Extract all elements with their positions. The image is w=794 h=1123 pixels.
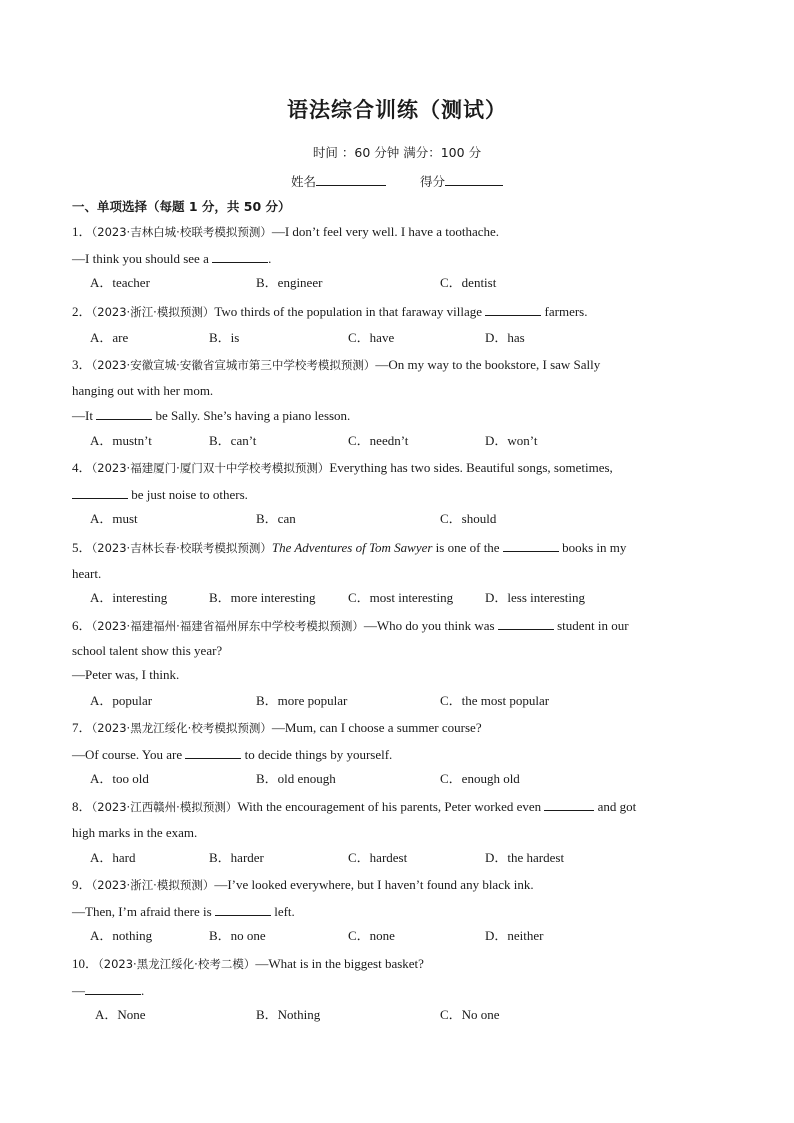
answer-blank[interactable] xyxy=(485,303,541,316)
question-1: 1．（2023·吉林白城·校联考模拟预测）—I don’t feel very well. I have a toothache. xyxy=(72,224,500,239)
q6-option-c[interactable]: C．the most popular xyxy=(440,693,550,708)
question-2: 2．（2023·浙江·模拟预测）Two thirds of the population in that faraway village farmers. xyxy=(72,304,588,319)
q8-option-c[interactable]: C．hardest xyxy=(348,850,408,865)
q8-option-b[interactable]: B．harder xyxy=(209,850,264,865)
q4-option-b[interactable]: B．can xyxy=(256,511,296,526)
q1-option-a[interactable]: A．teacher xyxy=(90,275,150,290)
q10-option-a[interactable]: A．None xyxy=(95,1007,146,1022)
q5-option-d[interactable]: D．less interesting xyxy=(485,590,586,605)
q2-option-d[interactable]: D．has xyxy=(485,330,525,345)
question-10: 10．（2023·黑龙江绥化·校考二模）—What is in the biggest basket? xyxy=(72,956,424,971)
q9-option-a[interactable]: A．nothing xyxy=(90,928,153,943)
answer-blank[interactable] xyxy=(185,746,241,759)
question-3-line3: —It be Sally. She’s having a piano lesson. xyxy=(72,408,351,423)
answer-blank[interactable] xyxy=(503,539,559,552)
q2-option-c[interactable]: C．have xyxy=(348,330,395,345)
name-score-fields xyxy=(0,172,794,190)
question-7: 7．（2023·黑龙江绥化·校考模拟预测）—Mum, can I choose a summer course? xyxy=(72,720,482,735)
answer-blank[interactable] xyxy=(72,486,128,499)
q7-option-a[interactable]: A．too old xyxy=(90,771,149,786)
question-3: 3．（2023·安徽宣城·安徽省宣城市第三中学校考模拟预测）—On my way to the bookstore, I saw Sally xyxy=(72,357,601,372)
q1-option-b[interactable]: B．engineer xyxy=(256,275,323,290)
q3-option-d[interactable]: D．won’t xyxy=(485,433,538,448)
question-9: 9．（2023·浙江·模拟预测）—I’ve looked everywhere, but I haven’t found any black ink. xyxy=(72,877,534,892)
name-label: 姓名 xyxy=(291,174,317,189)
q10-option-b[interactable]: B．Nothing xyxy=(256,1007,321,1022)
q6-option-a[interactable]: A．popular xyxy=(90,693,153,708)
question-3-line2: hanging out with her mom. xyxy=(72,383,214,398)
q5-option-a[interactable]: A．interesting xyxy=(90,590,168,605)
score-label: 得分 xyxy=(419,174,445,189)
q3-option-c[interactable]: C．needn’t xyxy=(348,433,409,448)
answer-blank[interactable] xyxy=(544,798,594,811)
section-title: 一、单项选择（每题 1 分，共 50 分） xyxy=(72,199,291,214)
name-blank[interactable] xyxy=(316,173,386,186)
answer-blank[interactable] xyxy=(212,250,268,263)
question-4: 4．（2023·福建厦门·厦门双十中学校考模拟预测）Everything has two sides. Beautiful songs, sometimes, xyxy=(72,460,613,475)
question-7-line2: —Of course. You are to decide things by yourself. xyxy=(72,747,393,762)
question-6-line3: —Peter was, I think. xyxy=(72,667,180,682)
q10-option-c[interactable]: C．No one xyxy=(440,1007,500,1022)
q8-option-a[interactable]: A．hard xyxy=(90,850,136,865)
question-4-line2: be just noise to others. xyxy=(72,486,248,503)
q6-option-b[interactable]: B．more popular xyxy=(256,693,348,708)
question-10-line2: — . xyxy=(72,983,145,998)
question-8-line2: high marks in the exam. xyxy=(72,825,198,840)
question-9-line2: —Then, I’m afraid there is left. xyxy=(72,904,295,919)
q9-option-d[interactable]: D．neither xyxy=(485,928,544,943)
q5-option-b[interactable]: B．more interesting xyxy=(209,590,316,605)
question-5-line2: heart. xyxy=(72,566,102,581)
q2-option-a[interactable]: A．are xyxy=(90,330,129,345)
question-6: 6．（2023·福建福州·福建省福州屏东中学校考模拟预测）—Who do you think was student in our xyxy=(72,618,629,633)
answer-blank[interactable] xyxy=(85,982,141,995)
question-8: 8．（2023·江西赣州·模拟预测）With the encouragement of his parents, Peter worked even and got xyxy=(72,799,637,814)
answer-blank[interactable] xyxy=(215,903,271,916)
q4-option-a[interactable]: A．must xyxy=(90,511,138,526)
answer-blank[interactable] xyxy=(498,617,554,630)
time-score-line: 时间 ：60 分钟 满分：100 分 xyxy=(312,145,482,160)
q4-option-c[interactable]: C．should xyxy=(440,511,497,526)
q3-option-a[interactable]: A．mustn’t xyxy=(90,433,152,448)
page-title: 语法综合训练（测试） xyxy=(287,98,507,122)
question-5: 5．（2023·吉林长春·校联考模拟预测）The Adventures of Tom Sawyer is one of the books in my xyxy=(72,540,627,555)
question-1-line2: —I think you should see a . xyxy=(72,251,272,266)
q7-option-b[interactable]: B．old enough xyxy=(256,771,336,786)
question-6-line2: school talent show this year? xyxy=(72,643,223,658)
q3-option-b[interactable]: B．can’t xyxy=(209,433,257,448)
q7-option-c[interactable]: C．enough old xyxy=(440,771,520,786)
q1-option-c[interactable]: C．dentist xyxy=(440,275,497,290)
q9-option-b[interactable]: B．no one xyxy=(209,928,266,943)
score-blank[interactable] xyxy=(445,173,503,186)
book-title: The Adventures of Tom Sawyer xyxy=(271,540,433,555)
q5-option-c[interactable]: C．most interesting xyxy=(348,590,454,605)
q9-option-c[interactable]: C．none xyxy=(348,928,395,943)
answer-blank[interactable] xyxy=(96,407,152,420)
q2-option-b[interactable]: B．is xyxy=(209,330,240,345)
q8-option-d[interactable]: D．the hardest xyxy=(485,850,565,865)
